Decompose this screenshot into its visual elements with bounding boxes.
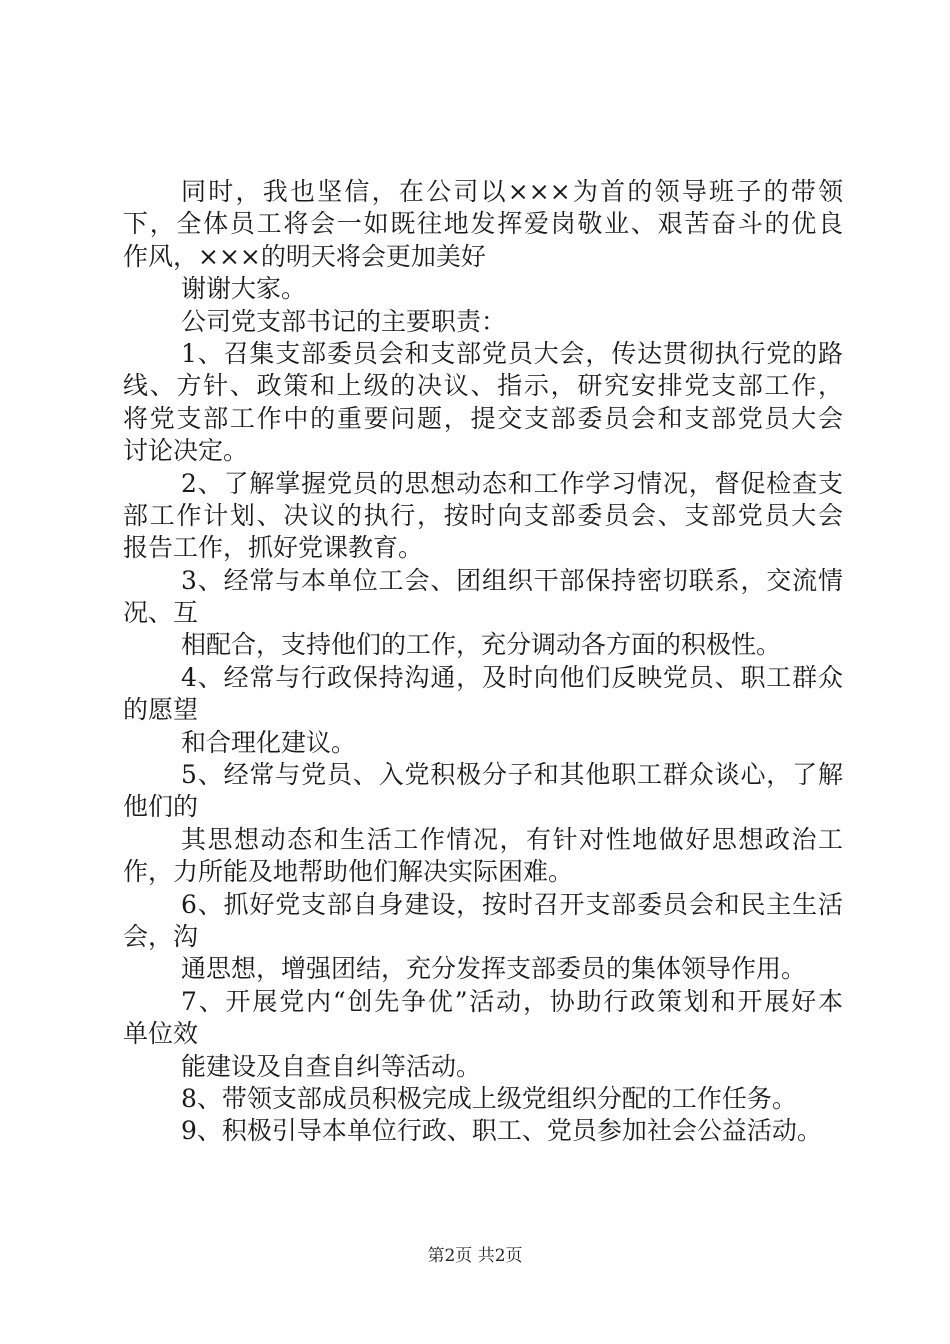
text-line: 作，力所能及地帮助他们解决实际困难。 <box>123 857 574 887</box>
text-line: 2、了解掌握党员的思想动态和工作学习情况，督促检查支 <box>181 468 843 498</box>
text-line: 公司党支部书记的主要职责： <box>181 306 507 336</box>
text-line: 相配合，支持他们的工作，充分调动各方面的积极性。 <box>181 630 782 660</box>
text-line: 和合理化建议。 <box>181 727 357 757</box>
document-body <box>123 176 843 1148</box>
text-line: 6、抓好党支部自身建设，按时召开支部委员会和民主生活 <box>181 889 843 919</box>
text-line: 会，沟 <box>123 921 199 951</box>
text-line: 将党支部工作中的重要问题，提交支部委员会和支部党员大会 <box>123 403 843 433</box>
text-line: 3、经常与本单位工会、团组织干部保持密切联系，交流情 <box>181 565 843 595</box>
text-line: 1、召集支部委员会和支部党员大会，传达贯彻执行党的路 <box>181 338 843 368</box>
text-line: 单位效 <box>123 1019 199 1049</box>
text-line: 报告工作，抓好党课教育。 <box>123 533 424 563</box>
text-line: 他们的 <box>123 792 199 822</box>
text-line: 4、经常与行政保持沟通，及时向他们反映党员、职工群众 <box>181 662 843 692</box>
text-line: 通思想，增强团结，充分发挥支部委员的集体领导作用。 <box>181 954 807 984</box>
text-line: 其思想动态和生活工作情况，有针对性地做好思想政治工 <box>181 824 843 854</box>
text-line: 谢谢大家。 <box>181 274 307 304</box>
text-line: 下，全体员工将会一如既往地发挥爱岗敬业、艰苦奋斗的优良 <box>123 209 843 239</box>
text-line: 的愿望 <box>123 695 199 725</box>
text-line: 5、经常与党员、入党积极分子和其他职工群众谈心，了解 <box>181 760 843 790</box>
page-footer: 第2页 共2页 <box>427 1246 523 1266</box>
text-line: 7、开展党内“创先争优”活动，协助行政策划和开展好本 <box>181 986 843 1016</box>
text-line: 线、方针、政策和上级的决议、指示，研究安排党支部工作， <box>123 371 843 401</box>
text-line: 同时，我也坚信，在公司以×××为首的领导班子的带领 <box>181 177 843 206</box>
text-line: 8、带领支部成员积极完成上级党组织分配的工作任务。 <box>181 1083 797 1113</box>
text-line: 作风，×××的明天将会更加美好 <box>123 241 486 271</box>
text-line: 9、积极引导本单位行政、职工、党员参加社会公益活动。 <box>181 1116 822 1146</box>
text-line: 能建设及自查自纠等活动。 <box>181 1051 482 1081</box>
text-line: 况、互 <box>123 598 199 628</box>
text-line: 讨论决定。 <box>123 436 249 466</box>
text-line: 部工作计划、决议的执行，按时向支部委员会、支部党员大会 <box>123 500 843 530</box>
